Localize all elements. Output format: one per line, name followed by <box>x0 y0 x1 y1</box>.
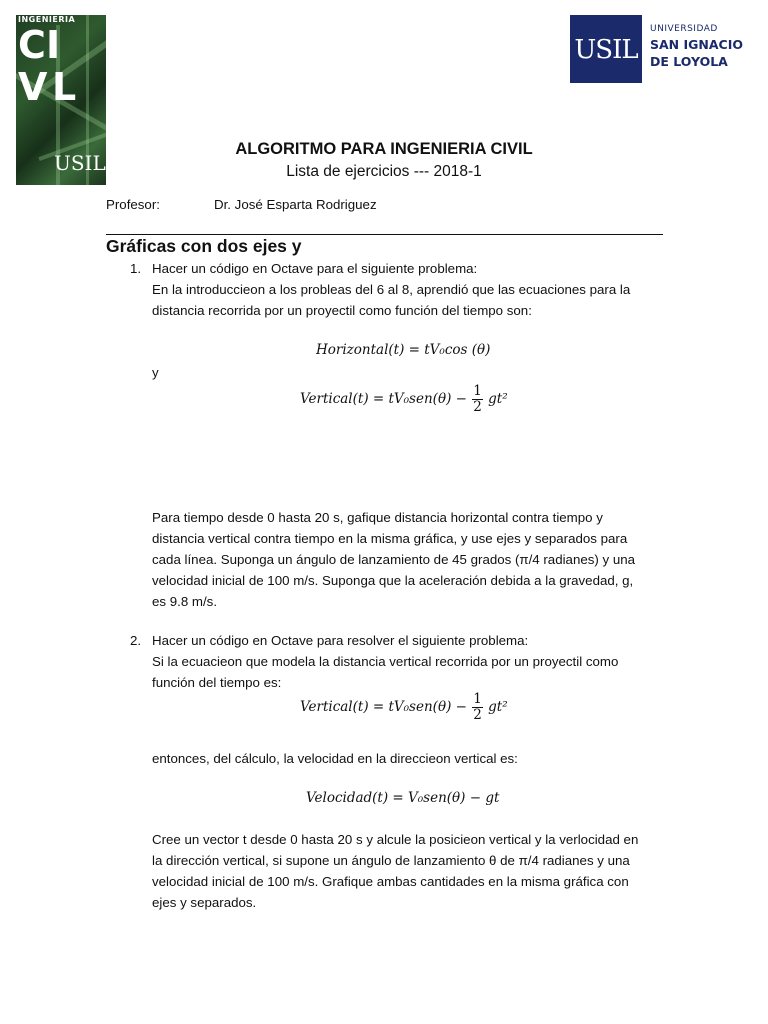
problem1-para-line5: es 9.8 m/s. <box>152 594 218 609</box>
problem2-para-line4: ejes y separados. <box>152 895 257 910</box>
problem2-eq-vertical-main: Vertical(t) = tV₀sen(θ) − <box>300 699 467 715</box>
problem1-number: 1. <box>130 261 142 276</box>
problem2-intro-line3: función del tiempo es: <box>152 675 282 690</box>
problem1-para-line1: Para tiempo desde 0 hasta 20 s, gafique distancia horizontal contra tiempo y <box>152 510 603 525</box>
usil-name-line3: DE LOYOLA <box>650 54 728 69</box>
problem2-fraction <box>472 692 483 723</box>
problem1-eq-horizontal: Horizontal(t) = tV₀cos (θ) <box>316 342 491 358</box>
problem1-para-line4: velocidad inicial de 100 m/s. Suponga que la aceleración debida a la gravedad, g, <box>152 573 634 588</box>
usil-name-line2: SAN IGNACIO <box>650 37 743 52</box>
header-divider <box>106 234 663 235</box>
problem2-para-line3: velocidad inicial de 100 m/s. Grafique ambas cantidades en la misma gráfica con <box>152 874 629 889</box>
civil-letter-l: L <box>52 65 77 109</box>
problem2-frac-den: 2 <box>473 707 482 723</box>
civil-letter-i: I <box>46 23 61 67</box>
problem1-fraction <box>472 384 483 415</box>
problem1-eq-vertical-main: Vertical(t) = tV₀sen(θ) − <box>300 391 467 407</box>
problem2-para-line1: Cree un vector t desde 0 hasta 20 s y alcule la posicieon vertical y la verlocidad en <box>152 832 639 847</box>
page-title: ALGORITMO PARA INGENIERIA CIVIL <box>235 140 533 158</box>
problem1-frac-den: 2 <box>473 399 482 415</box>
civil-logo <box>16 15 106 185</box>
problem1-intro-line3: distancia recorrida por un proyectil como función del tiempo son: <box>152 303 532 318</box>
problem2-intro-line2: Si la ecuacieon que modela la distancia vertical recorrida por un proyectil como <box>152 654 619 669</box>
usil-mark: USIL <box>574 35 638 65</box>
problem2-mid-text: entonces, del cálculo, la velocidad en la direccieon vertical es: <box>152 751 518 766</box>
problem1-para-line3: cada línea. Suponga un ángulo de lanzamiento de 45 grados (π/4 radianes) y una <box>152 552 636 567</box>
problem1-para-line2: distancia vertical contra tiempo en la misma gráfica, y use ejes y separados para <box>152 531 628 546</box>
professor-name: Dr. José Esparta Rodriguez <box>214 197 377 212</box>
problem2-eq-vertical <box>300 692 508 723</box>
civil-logo-top-text: INGENIERIA <box>18 15 76 24</box>
problem1-intro-line2: En la introduccieon a los probleas del 6 al 8, aprendió que las ecuaciones para la <box>152 282 631 297</box>
civil-letter-c: C <box>18 23 46 67</box>
problem1-eq-vertical <box>300 384 508 415</box>
page-subtitle: Lista de ejercicios --- 2018-1 <box>286 163 482 180</box>
problem2-number: 2. <box>130 633 142 648</box>
problem1-connector: y <box>152 365 159 380</box>
problem1-intro-line1: Hacer un código en Octave para el siguiente problema: <box>152 261 478 276</box>
civil-letter-v: V <box>18 65 48 109</box>
usil-logo <box>570 15 642 83</box>
problem2-frac-num: 1 <box>473 691 482 707</box>
section-heading: Gráficas con dos ejes y <box>106 236 302 256</box>
problem2-eq-velocity: Velocidad(t) = V₀sen(θ) − gt <box>306 790 500 806</box>
problem1-eq-vertical-tail: gt² <box>488 391 508 407</box>
problem2-eq-vertical-tail: gt² <box>488 699 508 715</box>
problem1-frac-num: 1 <box>473 383 482 399</box>
usil-name-line1: UNIVERSIDAD <box>650 24 718 34</box>
civil-emblem: USIL <box>54 151 106 175</box>
problem2-para-line2: la dirección vertical, si supone un ángulo de lanzamiento θ de π/4 radianes y una <box>152 853 630 868</box>
problem2-intro-line1: Hacer un código en Octave para resolver el siguiente problema: <box>152 633 529 648</box>
professor-label: Profesor: <box>106 197 160 212</box>
